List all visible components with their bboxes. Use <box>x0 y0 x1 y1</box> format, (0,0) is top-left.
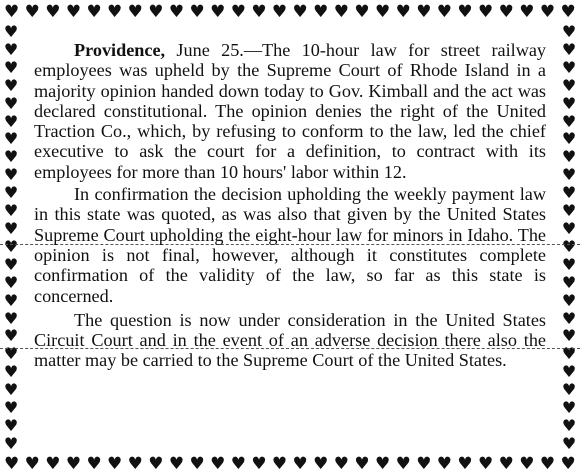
heart-icon: ♥ <box>3 111 19 131</box>
heart-icon: ♥ <box>354 453 370 474</box>
heart-icon: ♥ <box>127 453 143 474</box>
heart-icon: ♥ <box>3 326 19 346</box>
heart-icon: ♥ <box>457 453 473 474</box>
heart-icon: ♥ <box>478 1 494 22</box>
heart-icon: ♥ <box>86 1 102 22</box>
heart-icon: ♥ <box>107 453 123 474</box>
heart-icon: ♥ <box>539 453 556 474</box>
heart-icon: ♥ <box>561 398 577 418</box>
article-body <box>34 40 546 371</box>
heart-icon: ♥ <box>3 254 19 274</box>
heart-icon: ♥ <box>436 1 453 22</box>
heart-icon: ♥ <box>561 129 577 149</box>
heart-icon: ♥ <box>561 57 577 77</box>
heart-icon: ♥ <box>561 362 577 382</box>
heart-icon: ♥ <box>251 453 267 474</box>
heart-icon: ♥ <box>333 453 349 474</box>
heart-icon: ♥ <box>539 1 556 22</box>
paragraph-1 <box>34 40 546 182</box>
heart-icon: ♥ <box>374 453 391 474</box>
heart-icon: ♥ <box>127 1 143 22</box>
heart-icon: ♥ <box>271 1 288 22</box>
heart-icon: ♥ <box>561 415 577 435</box>
heart-icon: ♥ <box>561 201 577 221</box>
heart-icon: ♥ <box>210 1 226 22</box>
heart-icon: ♥ <box>3 129 19 149</box>
heart-icon: ♥ <box>561 183 577 203</box>
heart-icon: ♥ <box>416 1 432 22</box>
heart-icon: ♥ <box>3 183 19 203</box>
heart-icon: ♥ <box>561 236 577 256</box>
heart-icon: ♥ <box>561 326 577 346</box>
heart-icon: ♥ <box>148 453 164 474</box>
heart-icon: ♥ <box>561 308 577 328</box>
heart-icon: ♥ <box>561 218 577 238</box>
heart-icon: ♥ <box>3 75 19 95</box>
heart-icon: ♥ <box>3 362 19 382</box>
heart-icon: ♥ <box>3 290 19 310</box>
heart-icon: ♥ <box>561 75 577 95</box>
bottom-heart-border <box>0 452 580 476</box>
heart-icon: ♥ <box>561 93 577 113</box>
paragraph-2: In confirmation the decision upholding the weekly payment law in this state was quoted, as was also that given by the United States Supreme Court upholding the eight-hour law for minors in Idaho. The opinion is not final, however, although it constitutes complete confirmation of the validity of the law, so far as this state is concerned. <box>34 184 546 306</box>
left-heart-border <box>0 24 22 452</box>
heart-icon: ♥ <box>3 165 19 185</box>
heart-icon: ♥ <box>3 344 19 364</box>
top-heart-border <box>0 0 580 24</box>
heart-icon: ♥ <box>416 453 432 474</box>
heart-icon: ♥ <box>498 453 514 474</box>
heart-icon: ♥ <box>230 1 246 22</box>
heart-icon: ♥ <box>24 1 40 22</box>
heart-icon: ♥ <box>561 272 577 292</box>
heart-icon: ♥ <box>3 272 19 292</box>
heart-icon: ♥ <box>107 1 123 22</box>
heart-icon: ♥ <box>498 1 514 22</box>
heart-icon: ♥ <box>3 201 19 221</box>
heart-icon: ♥ <box>292 453 308 474</box>
heart-icon: ♥ <box>65 1 82 22</box>
heart-icon: ♥ <box>395 453 411 474</box>
heart-icon: ♥ <box>168 1 185 22</box>
paragraph-1-text: June 25.—The 10-hour law for street railway employees was upheld by the Supreme Court of Rhode Island in a majority opinion handed down today to Gov. Kimball and the act was declared constitutional. The opinion denies the right of the United Traction Co., which, by refusing to conform to the law, led the chief executive to ask the court for a definition, to contract with its employees for more than 10 hours' labor within 12. <box>34 40 546 182</box>
heart-icon: ♥ <box>3 308 19 328</box>
heart-icon: ♥ <box>45 1 61 22</box>
heart-icon: ♥ <box>313 453 329 474</box>
heart-icon: ♥ <box>561 165 577 185</box>
heart-icon: ♥ <box>4 453 20 474</box>
heart-icon: ♥ <box>189 1 205 22</box>
heart-icon: ♥ <box>3 415 19 435</box>
heart-icon: ♥ <box>24 453 40 474</box>
heart-icon: ♥ <box>271 453 288 474</box>
heart-icon: ♥ <box>45 453 61 474</box>
paragraph-3: The question is now under consideration in the United States Circuit Court and in the event of an adverse decision there also the matter may be carried to the Supreme Court of the United States. <box>34 309 546 371</box>
heart-icon: ♥ <box>560 453 576 474</box>
heart-icon: ♥ <box>395 1 411 22</box>
heart-icon: ♥ <box>3 236 19 256</box>
heart-icon: ♥ <box>519 1 535 22</box>
heart-icon: ♥ <box>65 453 82 474</box>
heart-icon: ♥ <box>560 1 576 22</box>
heart-icon: ♥ <box>354 1 370 22</box>
heart-icon: ♥ <box>374 1 391 22</box>
heart-icon: ♥ <box>561 344 577 364</box>
heart-icon: ♥ <box>251 1 267 22</box>
heart-icon: ♥ <box>292 1 308 22</box>
heart-icon: ♥ <box>210 453 226 474</box>
heart-icon: ♥ <box>3 57 19 77</box>
heart-icon: ♥ <box>561 111 577 131</box>
dateline: Providence, <box>74 40 166 60</box>
heart-icon: ♥ <box>519 453 535 474</box>
heart-icon: ♥ <box>3 24 19 41</box>
heart-icon: ♥ <box>561 254 577 274</box>
right-heart-border <box>558 24 580 452</box>
heart-icon: ♥ <box>3 93 19 113</box>
heart-icon: ♥ <box>561 24 577 41</box>
heart-icon: ♥ <box>333 1 349 22</box>
heart-icon: ♥ <box>3 398 19 418</box>
heart-icon: ♥ <box>561 39 577 59</box>
heart-icon: ♥ <box>3 218 19 238</box>
heart-icon: ♥ <box>3 39 19 59</box>
heart-icon: ♥ <box>561 147 577 167</box>
heart-icon: ♥ <box>189 453 205 474</box>
heart-icon: ♥ <box>561 290 577 310</box>
heart-icon: ♥ <box>478 453 494 474</box>
heart-icon: ♥ <box>313 1 329 22</box>
heart-icon: ♥ <box>148 1 164 22</box>
heart-icon: ♥ <box>561 433 577 452</box>
heart-icon: ♥ <box>3 433 19 452</box>
heart-icon: ♥ <box>3 380 19 400</box>
heart-icon: ♥ <box>436 453 453 474</box>
heart-icon: ♥ <box>3 147 19 167</box>
heart-icon: ♥ <box>457 1 473 22</box>
heart-icon: ♥ <box>168 453 185 474</box>
heart-icon: ♥ <box>86 453 102 474</box>
heart-icon: ♥ <box>230 453 246 474</box>
heart-icon: ♥ <box>4 1 20 22</box>
heart-icon: ♥ <box>561 380 577 400</box>
